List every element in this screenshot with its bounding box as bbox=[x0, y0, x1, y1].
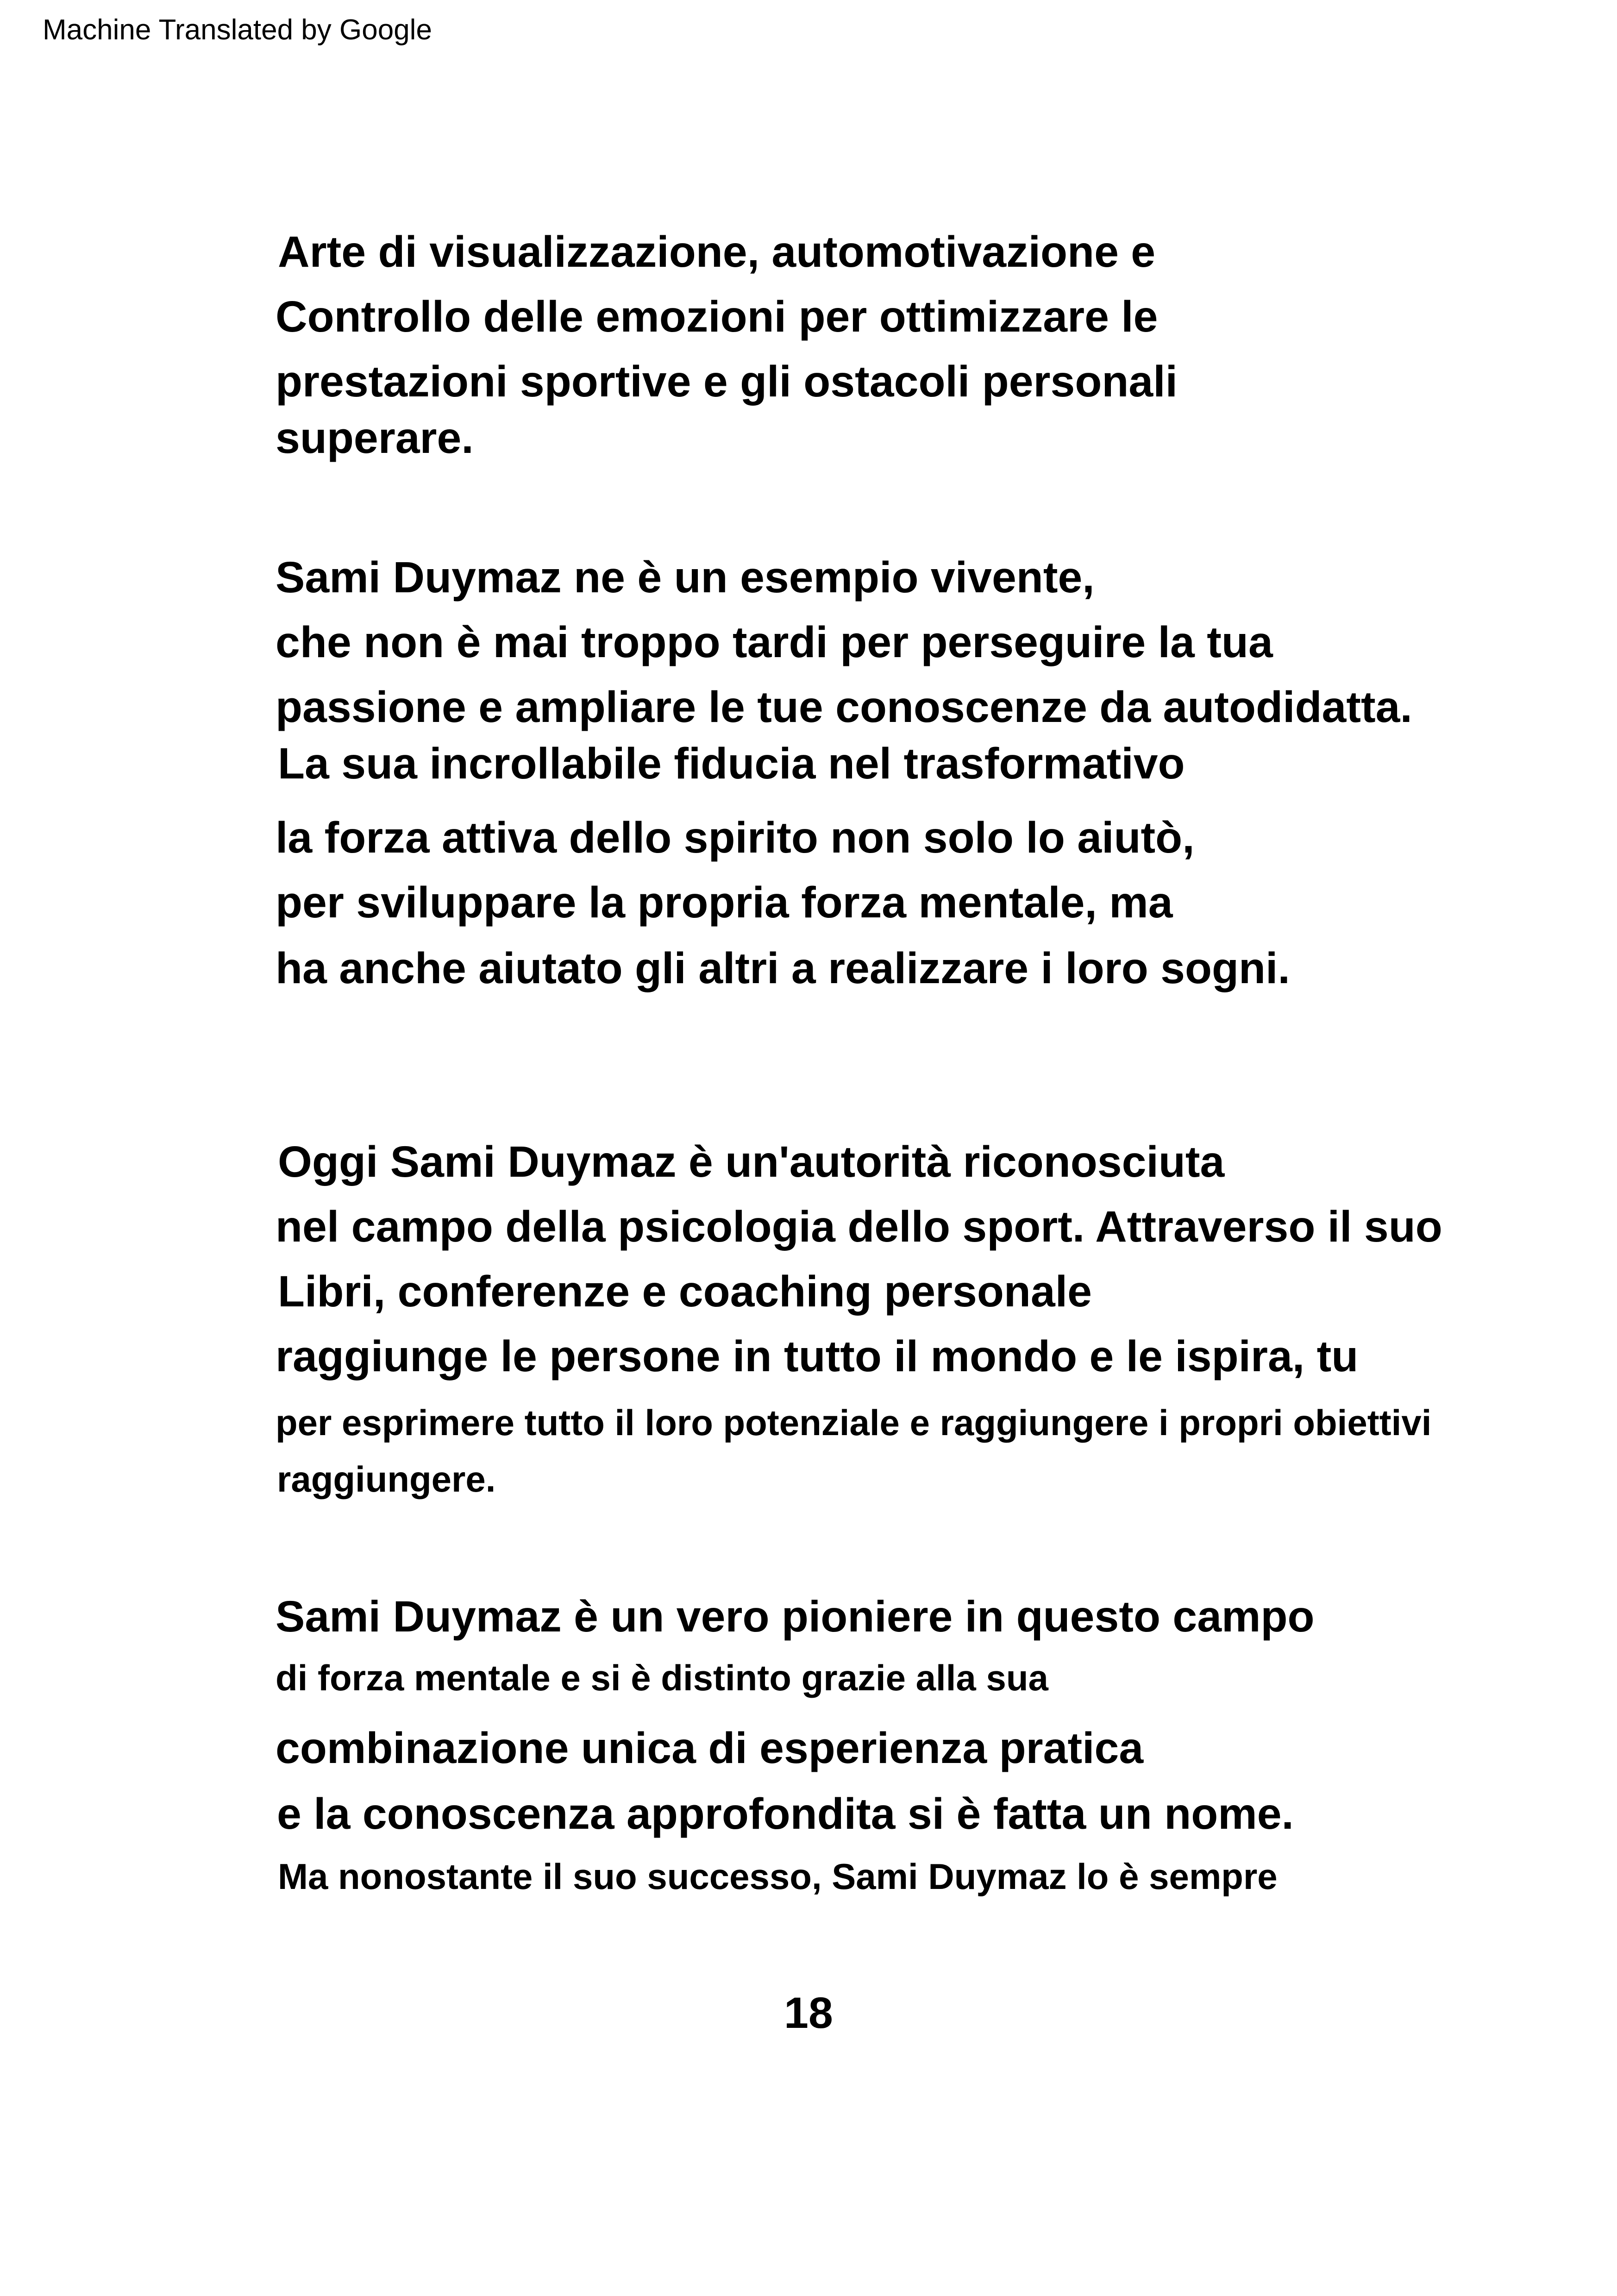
text-line: Controllo delle emozioni per ottimizzare le bbox=[276, 292, 1158, 341]
text-line: che non è mai troppo tardi per perseguire la tua bbox=[276, 618, 1273, 667]
text-line: la forza attiva dello spirito non solo lo aiutò, bbox=[276, 813, 1195, 862]
page-number: 18 bbox=[784, 1989, 833, 2038]
text-line: Ma nonostante il suo successo, Sami Duymaz lo è sempre bbox=[278, 1856, 1278, 1897]
text-line: per esprimere tutto il loro potenziale e raggiungere i propri obiettivi bbox=[276, 1402, 1432, 1443]
text-line: superare. bbox=[276, 414, 474, 463]
text-line: per sviluppare la propria forza mentale, ma bbox=[276, 878, 1173, 927]
text-line: ha anche aiutato gli altri a realizzare i loro sogni. bbox=[276, 944, 1290, 993]
text-line: Libri, conferenze e coaching personale bbox=[278, 1267, 1092, 1316]
text-line: La sua incrollabile fiducia nel trasformativo bbox=[278, 739, 1185, 788]
text-line: di forza mentale e si è distinto grazie alla sua bbox=[276, 1657, 1048, 1698]
text-line: prestazioni sportive e gli ostacoli personali bbox=[276, 357, 1178, 406]
text-line: raggiunge le persone in tutto il mondo e le ispira, tu bbox=[276, 1332, 1359, 1381]
text-line: Sami Duymaz è un vero pioniere in questo campo bbox=[276, 1592, 1315, 1641]
text-line: Oggi Sami Duymaz è un'autorità riconosciuta bbox=[278, 1137, 1225, 1186]
text-line: raggiungere. bbox=[277, 1459, 496, 1499]
text-line: passione e ampliare le tue conoscenze da autodidatta. bbox=[276, 683, 1412, 732]
text-line: e la conoscenza approfondita si è fatta un nome. bbox=[277, 1789, 1294, 1838]
text-line: nel campo della psicologia dello sport. Attraverso il suo bbox=[276, 1202, 1442, 1251]
text-line: Sami Duymaz ne è un esempio vivente, bbox=[276, 553, 1095, 602]
text-line: combinazione unica di esperienza pratica bbox=[276, 1724, 1144, 1773]
machine-translation-note: Machine Translated by Google bbox=[43, 14, 432, 46]
text-line: Arte di visualizzazione, automotivazione e bbox=[278, 227, 1156, 276]
